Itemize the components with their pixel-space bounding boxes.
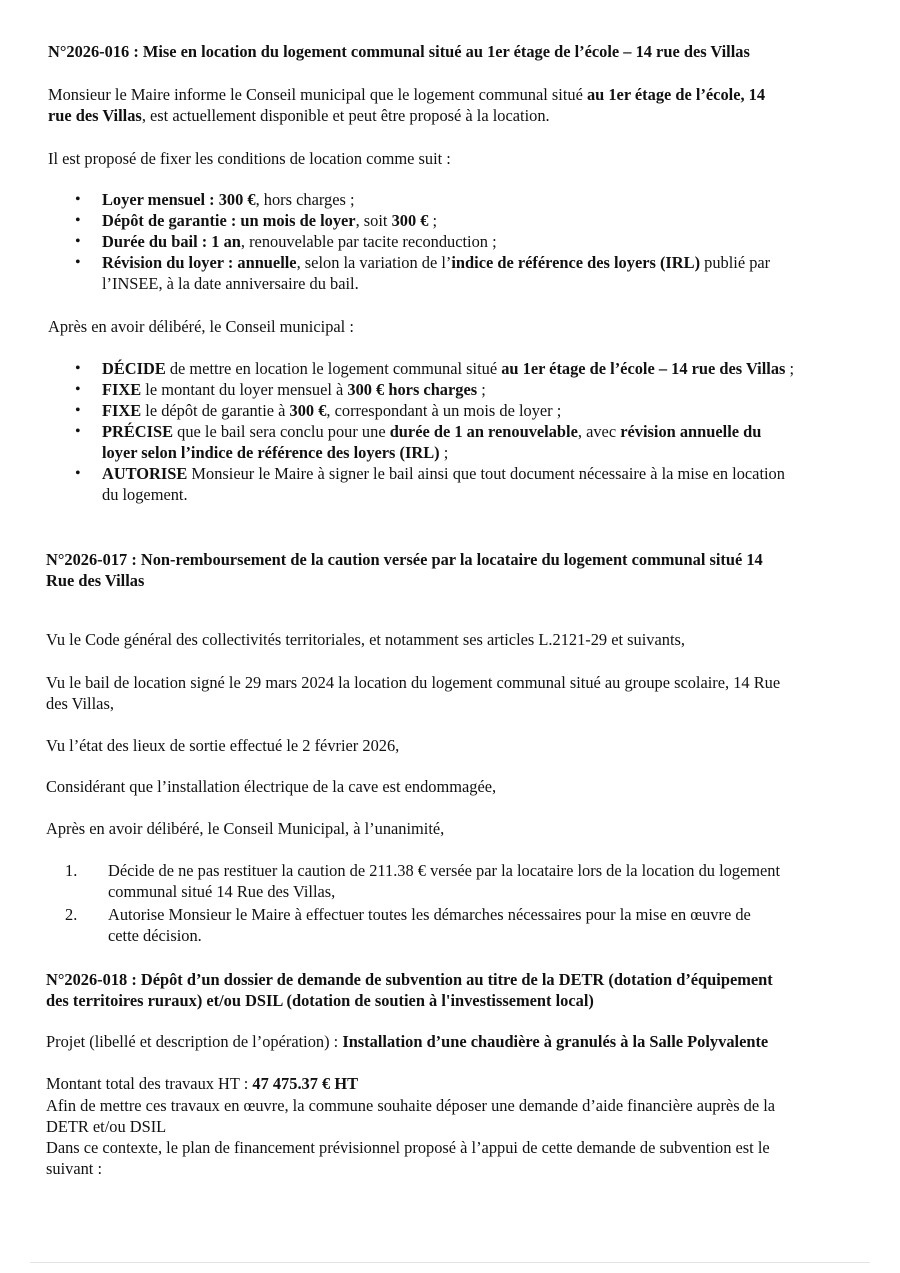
s17-vu-bail-line2: des Villas, <box>46 694 114 713</box>
decision-bold: durée de 1 an renouvelable <box>389 422 578 441</box>
decision-bold2: révision annuelle du <box>620 422 762 441</box>
decision-bold3: loyer selon l’indice de référence des loyers (IRL) <box>102 443 440 462</box>
decision-end: ; <box>785 359 795 378</box>
s18-montant <box>46 1073 358 1094</box>
s17-vu-cgct: Vu le Code général des collectivités territoriales, et notamment ses articles L.2121-29 et suivants, <box>46 630 685 649</box>
condition-loyer-text: , hors charges ; <box>255 190 355 209</box>
decision-bold: au 1er étage de l’école – 14 rue des Villas <box>501 359 786 378</box>
section-016-title: N°2026-016 : Mise en location du logement communal situé au 1er étage de l’école – 14 rue des Villas <box>48 42 750 61</box>
condition-depot-text: , soit <box>355 211 392 230</box>
section-018-title-line1: N°2026-018 : Dépôt d’un dossier de demande de subvention au titre de la DETR (dotation d’équipement <box>46 970 773 989</box>
s17-apres: Après en avoir délibéré, le Conseil Municipal, à l’unanimité, <box>46 819 445 838</box>
section-017-title-line1: N°2026-017 : Non-remboursement de la caution versée par la locataire du logement communal situé 14 <box>46 550 763 569</box>
decision-keyword: DÉCIDE <box>102 359 166 378</box>
condition-revision <box>102 252 770 273</box>
condition-depot-end: ; <box>428 211 438 230</box>
s16-intro-text2: , est actuellement disponible et peut être proposé à la location. <box>141 106 550 125</box>
s16-propose: Il est proposé de fixer les conditions de location comme suit : <box>48 149 451 168</box>
condition-revision-end: publié par <box>700 253 771 272</box>
bullet-icon: • <box>75 423 81 440</box>
s17-vu-bail-line1: Vu le bail de location signé le 29 mars 2024 la location du logement communal situé au groupe scolaire, 14 Rue <box>46 673 781 692</box>
s17-item2-line1: Autorise Monsieur le Maire à effectuer toutes les démarches nécessaires pour la mise en œuvre de <box>108 905 751 924</box>
bullet-icon: • <box>75 233 81 250</box>
decision-fixe-depot <box>102 400 561 421</box>
condition-loyer <box>102 189 355 210</box>
condition-duree <box>102 231 497 252</box>
s17-item1-line2: communal situé 14 Rue des Villas, <box>108 882 336 901</box>
condition-depot-amount: 300 € <box>391 211 429 230</box>
decision-text: le dépôt de garantie à <box>141 401 290 420</box>
section-018-title-line2: des territoires ruraux) et/ou DSIL (dotation de soutien à l'investissement local) <box>46 991 594 1010</box>
decision-autorise <box>102 463 785 484</box>
bullet-icon: • <box>75 465 81 482</box>
decision-precise <box>102 421 761 442</box>
decision-keyword: AUTORISE <box>102 464 188 483</box>
decision-precise-line2 <box>102 442 448 463</box>
decision-end: , correspondant à un mois de loyer ; <box>326 401 562 420</box>
condition-depot-label: Dépôt de garantie : un mois de loyer <box>102 211 356 230</box>
decision-text2: , avec <box>577 422 621 441</box>
s16-intro-bold: au 1er étage de l’école, 14 <box>586 85 766 104</box>
decision-end: ; <box>477 380 486 399</box>
condition-revision-label: Révision du loyer : annuelle <box>102 253 297 272</box>
s18-contexte-line2: suivant : <box>46 1159 102 1178</box>
page-bottom-divider <box>30 1262 870 1263</box>
s18-contexte-line1: Dans ce contexte, le plan de financement prévisionnel proposé à l’appui de cette demande de subvention est le <box>46 1138 770 1157</box>
s16-intro-text: Monsieur le Maire informe le Conseil municipal que le logement communal situé <box>48 85 587 104</box>
condition-duree-text: , renouvelable par tacite reconduction ; <box>240 232 497 251</box>
decision-autorise-line2: du logement. <box>102 485 188 504</box>
bullet-icon: • <box>75 402 81 419</box>
condition-duree-label: Durée du bail : 1 an <box>102 232 241 251</box>
s18-projet-label: Projet (libellé et description de l’opération) : <box>46 1032 343 1051</box>
decision-bold: 300 € <box>289 401 327 420</box>
s17-item1-line1: Décide de ne pas restituer la caution de 211.38 € versée par la locataire lors de la location du logement <box>108 861 781 880</box>
list-item-number: 1. <box>65 861 78 880</box>
condition-revision-text: , selon la variation de l’ <box>296 253 452 272</box>
s17-considerant: Considérant que l’installation électrique de la cave est endommagée, <box>46 777 497 796</box>
decision-text: Monsieur le Maire à signer le bail ainsi que tout document nécessaire à la mise en location <box>187 464 785 483</box>
s16-intro-bold2: rue des Villas <box>48 106 142 125</box>
decision-decide <box>102 358 794 379</box>
condition-depot <box>102 210 437 231</box>
s18-montant-label: Montant total des travaux HT : <box>46 1074 253 1093</box>
decision-text: que le bail sera conclu pour une <box>173 422 390 441</box>
decision-keyword: FIXE <box>102 401 142 420</box>
bullet-icon: • <box>75 191 81 208</box>
bullet-icon: • <box>75 254 81 271</box>
section-017-title-line2: Rue des Villas <box>46 571 145 590</box>
condition-revision-line2: l’INSEE, à la date anniversaire du bail. <box>102 274 359 293</box>
s16-apres: Après en avoir délibéré, le Conseil municipal : <box>48 317 354 336</box>
s18-afin-line1: Afin de mettre ces travaux en œuvre, la commune souhaite déposer une demande d’aide financière auprès de la <box>46 1096 776 1115</box>
decision-end: ; <box>439 443 449 462</box>
s18-projet <box>46 1031 768 1052</box>
decision-bold: 300 € hors charges <box>347 380 478 399</box>
s16-intro-line1 <box>48 84 765 105</box>
s18-afin-line2: DETR et/ou DSIL <box>46 1117 167 1136</box>
condition-revision-irl: indice de référence des loyers (IRL) <box>451 253 701 272</box>
list-item-number: 2. <box>65 905 78 924</box>
decision-keyword: PRÉCISE <box>102 422 174 441</box>
s18-projet-value: Installation d’une chaudière à granulés à la Salle Polyvalente <box>342 1032 769 1051</box>
s17-vu-etat-lieux: Vu l’état des lieux de sortie effectué le 2 février 2026, <box>46 736 400 755</box>
decision-keyword: FIXE <box>102 380 142 399</box>
bullet-icon: • <box>75 381 81 398</box>
decision-fixe-loyer <box>102 379 486 400</box>
s18-montant-value: 47 475.37 € HT <box>252 1074 359 1093</box>
decision-text: de mettre en location le logement communal situé <box>165 359 502 378</box>
s16-intro-line2 <box>48 105 550 126</box>
decision-text: le montant du loyer mensuel à <box>141 380 348 399</box>
bullet-icon: • <box>75 212 81 229</box>
s17-item2-line2: cette décision. <box>108 926 202 945</box>
condition-loyer-label: Loyer mensuel : 300 € <box>102 190 256 209</box>
bullet-icon: • <box>75 360 81 377</box>
